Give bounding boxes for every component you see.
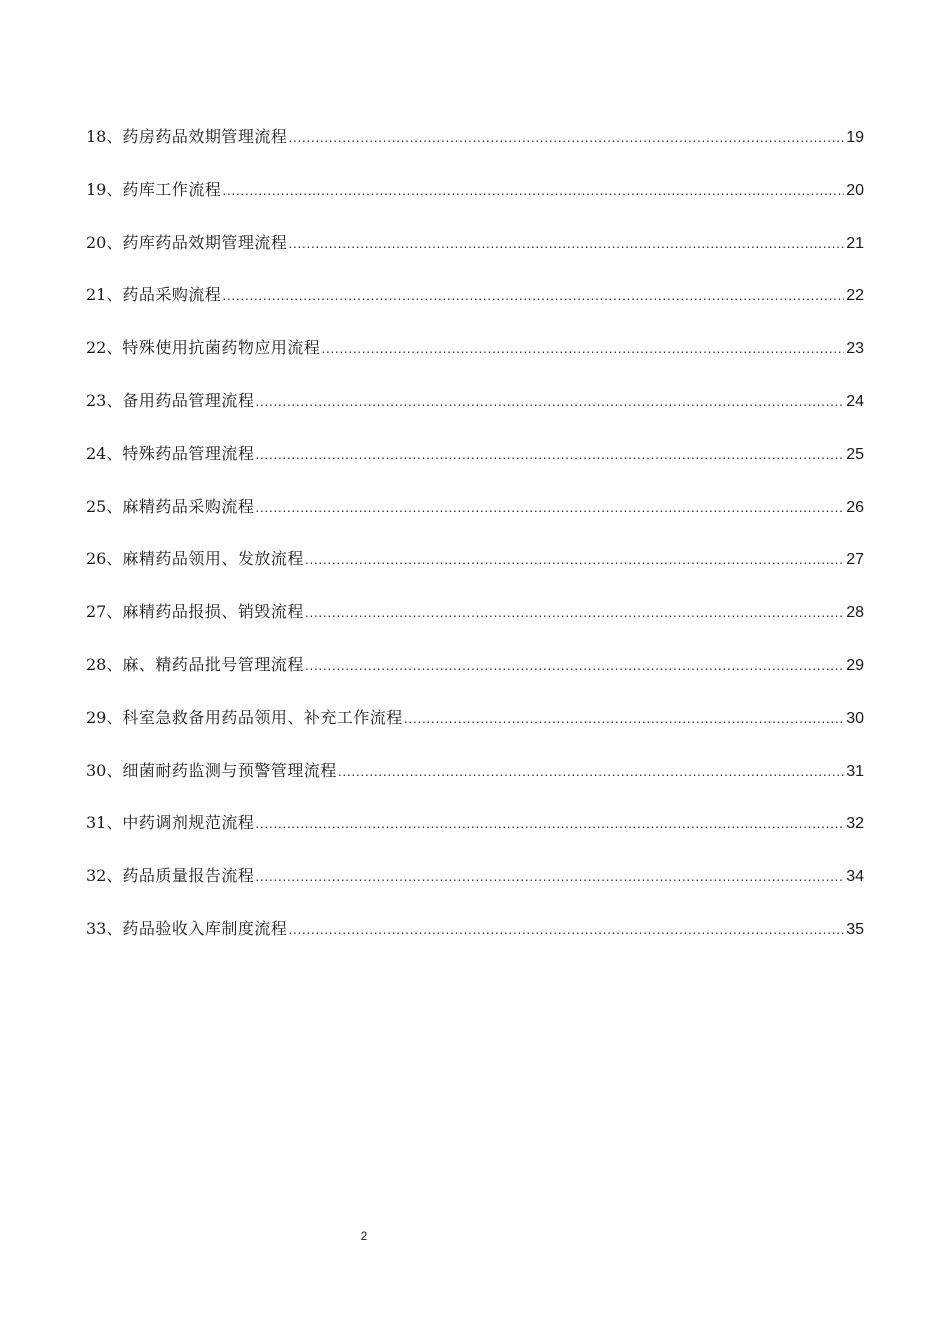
toc-entry-separator: 、 bbox=[106, 813, 123, 833]
toc-entry-title: 药品质量报告流程 bbox=[122, 866, 255, 886]
toc-entry-page: 24 bbox=[846, 392, 864, 410]
toc-entry[interactable] bbox=[86, 124, 864, 150]
toc-entry-number: 21 bbox=[86, 285, 107, 305]
toc-entry[interactable] bbox=[86, 177, 864, 203]
toc-entry-title: 药库工作流程 bbox=[122, 179, 222, 199]
toc-entry-title: 细菌耐药监测与预警管理流程 bbox=[122, 760, 337, 780]
toc-entry-separator: 、 bbox=[106, 549, 123, 569]
toc-entry-title: 麻精药品领用、发放流程 bbox=[122, 549, 304, 569]
toc-entry-number: 18 bbox=[86, 127, 107, 146]
toc-entry-number: 29 bbox=[86, 707, 107, 727]
toc-entry-title: 特殊药品管理流程 bbox=[122, 443, 255, 463]
toc-entry[interactable] bbox=[86, 335, 864, 361]
toc-dot-leader bbox=[338, 758, 844, 784]
toc-entry-page: 21 bbox=[846, 234, 864, 252]
toc-entry-title: 药品采购流程 bbox=[122, 285, 222, 305]
toc-entry-separator: 、 bbox=[106, 338, 123, 358]
toc-dot-leader bbox=[222, 282, 844, 308]
toc-entry-separator: 、 bbox=[106, 285, 123, 305]
toc-dot-leader bbox=[305, 599, 844, 625]
toc-entry-number: 24 bbox=[86, 443, 107, 463]
toc-entry-title: 科室急救备用药品领用、补充工作流程 bbox=[122, 707, 403, 727]
toc-entry-separator: 、 bbox=[106, 390, 123, 410]
toc-entry[interactable] bbox=[86, 546, 864, 572]
toc-entry-page: 26 bbox=[846, 498, 864, 516]
toc-entry-number: 28 bbox=[86, 654, 107, 674]
toc-dot-leader bbox=[321, 335, 844, 361]
toc-entry-page: 34 bbox=[846, 868, 864, 886]
toc-entry-title: 药房药品效期管理流程 bbox=[122, 127, 288, 146]
toc-entry[interactable] bbox=[86, 599, 864, 625]
toc-entry-separator: 、 bbox=[106, 760, 123, 780]
toc-dot-leader bbox=[255, 441, 844, 467]
toc-entry[interactable] bbox=[86, 810, 864, 836]
toc-dot-leader bbox=[255, 494, 844, 520]
toc-entry-title: 麻精药品采购流程 bbox=[122, 496, 255, 516]
toc-entry-number: 32 bbox=[86, 866, 107, 886]
toc-entry-separator: 、 bbox=[106, 179, 123, 199]
toc-entry-separator: 、 bbox=[106, 918, 123, 938]
toc-entry-page: 31 bbox=[846, 762, 864, 780]
toc-dot-leader bbox=[288, 230, 844, 256]
toc-entry-page: 35 bbox=[846, 920, 864, 938]
toc-entry[interactable] bbox=[86, 916, 864, 942]
toc-entry-page: 27 bbox=[846, 551, 864, 569]
toc-dot-leader bbox=[305, 652, 844, 678]
table-of-contents bbox=[86, 124, 864, 969]
toc-entry-number: 26 bbox=[86, 549, 107, 569]
toc-entry-separator: 、 bbox=[106, 707, 123, 727]
toc-entry-page: 22 bbox=[846, 287, 864, 305]
toc-entry-number: 22 bbox=[86, 338, 107, 358]
toc-dot-leader bbox=[288, 916, 844, 942]
toc-entry-number: 25 bbox=[86, 496, 107, 516]
toc-entry-number: 20 bbox=[86, 232, 107, 252]
toc-entry-title: 备用药品管理流程 bbox=[122, 390, 255, 410]
toc-entry-page: 30 bbox=[846, 709, 864, 727]
toc-entry-title: 特殊使用抗菌药物应用流程 bbox=[122, 338, 321, 358]
footer-page-number: 2 bbox=[360, 1229, 368, 1243]
toc-dot-leader bbox=[222, 177, 844, 203]
toc-entry[interactable] bbox=[86, 705, 864, 731]
toc-entry[interactable] bbox=[86, 758, 864, 784]
toc-entry-page: 20 bbox=[846, 181, 864, 199]
toc-entry-number: 27 bbox=[86, 602, 107, 622]
toc-entry[interactable] bbox=[86, 494, 864, 520]
toc-entry-separator: 、 bbox=[106, 654, 123, 674]
toc-entry[interactable] bbox=[86, 863, 864, 889]
toc-dot-leader bbox=[255, 863, 844, 889]
toc-dot-leader bbox=[404, 705, 844, 731]
toc-entry-separator: 、 bbox=[106, 232, 123, 252]
toc-entry-title: 麻、精药品批号管理流程 bbox=[122, 654, 304, 674]
toc-entry-number: 30 bbox=[86, 760, 107, 780]
toc-entry[interactable] bbox=[86, 441, 864, 467]
toc-dot-leader bbox=[305, 546, 844, 572]
toc-dot-leader bbox=[255, 388, 844, 414]
toc-entry-separator: 、 bbox=[106, 127, 123, 146]
toc-entry-title: 中药调剂规范流程 bbox=[122, 813, 255, 833]
toc-entry-separator: 、 bbox=[106, 866, 123, 886]
toc-entry-separator: 、 bbox=[106, 496, 123, 516]
toc-entry-title: 麻精药品报损、销毁流程 bbox=[122, 602, 304, 622]
toc-entry-page: 25 bbox=[846, 445, 864, 463]
toc-entry-number: 33 bbox=[86, 918, 107, 938]
toc-entry-separator: 、 bbox=[106, 602, 123, 622]
toc-entry[interactable] bbox=[86, 282, 864, 308]
toc-entry-page: 23 bbox=[846, 340, 864, 358]
toc-entry-number: 23 bbox=[86, 390, 107, 410]
toc-dot-leader bbox=[288, 124, 844, 150]
toc-entry-number: 19 bbox=[86, 179, 107, 199]
toc-entry[interactable] bbox=[86, 388, 864, 414]
toc-entry[interactable] bbox=[86, 230, 864, 256]
toc-entry-page: 29 bbox=[846, 656, 864, 674]
toc-entry[interactable] bbox=[86, 652, 864, 678]
toc-dot-leader bbox=[255, 810, 844, 836]
toc-entry-page: 19 bbox=[846, 129, 864, 146]
toc-entry-title: 药库药品效期管理流程 bbox=[122, 232, 288, 252]
toc-entry-page: 32 bbox=[846, 815, 864, 833]
toc-entry-separator: 、 bbox=[106, 443, 123, 463]
toc-entry-page: 28 bbox=[846, 604, 864, 622]
toc-entry-number: 31 bbox=[86, 813, 107, 833]
toc-entry-title: 药品验收入库制度流程 bbox=[122, 918, 288, 938]
